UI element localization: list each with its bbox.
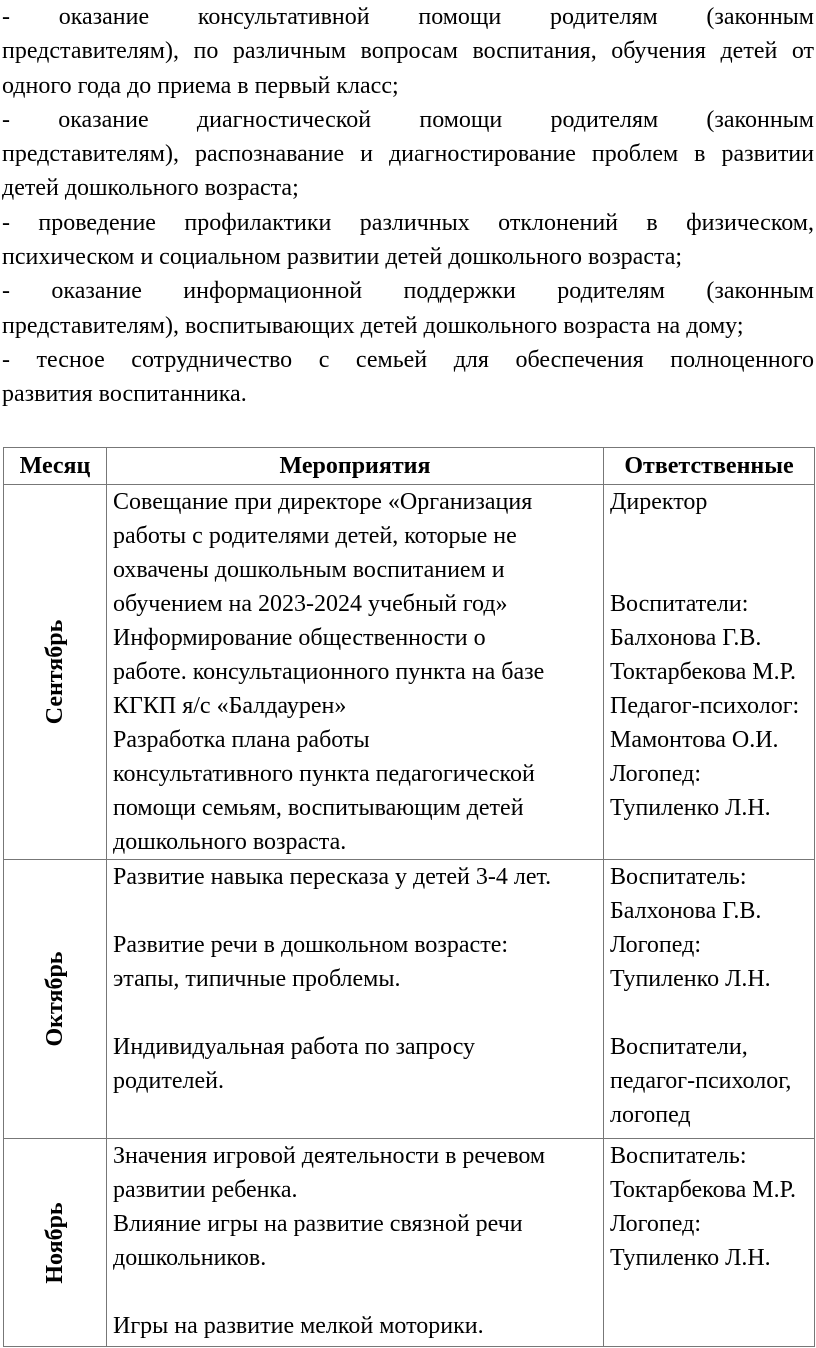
activities-line: помощи семьям, воспитывающим детей (113, 795, 524, 821)
table-row (4, 860, 815, 1139)
activities-cell (107, 860, 604, 1139)
responsible-line: Токтарбекова М.Р. (610, 1177, 796, 1203)
month-cell (4, 485, 107, 860)
month-label: Сентябрь (42, 619, 68, 725)
responsible-line: Воспитатель: (610, 1143, 747, 1169)
responsible-line: Балхонова Г.В. (610, 898, 762, 924)
activities-line: Значения игровой деятельности в речевом (113, 1143, 546, 1169)
activities-line: обучением на 2023-2024 учебный год» (113, 591, 508, 617)
responsible-line: Директор (610, 489, 708, 515)
responsible-line: Балхонова Г.В. (610, 625, 762, 651)
responsible-line: Логопед: (610, 761, 701, 787)
paragraph-line: - оказание консультативной помощи родителям (законным (2, 4, 814, 30)
paragraph-line: одного года до приема в первый класс; (2, 72, 399, 99)
activities-line (113, 996, 603, 1030)
paragraph-line: развития воспитанника. (2, 381, 247, 408)
header-responsible: Ответственные (604, 448, 815, 485)
responsible-line (610, 996, 814, 1030)
responsible-line: Воспитатель: (610, 864, 747, 890)
schedule-table (3, 447, 815, 1347)
activities-line (113, 894, 603, 928)
responsible-line: логопед (610, 1102, 691, 1128)
header-month: Месяц (4, 448, 107, 485)
paragraph-line: детей дошкольного возраста; (2, 175, 299, 202)
intro-paragraph (2, 0, 814, 412)
activities-line (113, 1275, 603, 1309)
table-header-row (4, 448, 815, 485)
responsible-cell (604, 485, 815, 860)
paragraph-line: представителям), воспитывающих детей дошкольного возраста на дому; (2, 312, 744, 339)
activities-line: охвачены дошкольным воспитанием и (113, 557, 505, 583)
activities-line: Информирование общественности о (113, 625, 486, 651)
activities-line: КГКП я/с «Балдаурен» (113, 693, 347, 719)
responsible-line (610, 519, 814, 553)
paragraph-line: представителям), распознавание и диагностирование проблем в развитии (2, 141, 814, 168)
responsible-line: педагог-психолог, (610, 1068, 792, 1094)
paragraph-line: - проведение профилактики различных отклонений в физическом, (2, 209, 814, 236)
responsible-cell (604, 860, 815, 1139)
paragraph-line: представителям), по различным вопросам воспитания, обучения детей от (2, 38, 814, 65)
month-label: Октябрь (42, 951, 68, 1047)
responsible-line (610, 553, 814, 587)
activities-line: этапы, типичные проблемы. (113, 966, 401, 992)
activities-line: Влияние игры на развитие связной речи (113, 1211, 523, 1237)
activities-line: работы с родителями детей, которые не (113, 523, 517, 549)
activities-line: родителей. (113, 1068, 224, 1094)
responsible-line: Воспитатели, (610, 1034, 748, 1060)
header-activities: Мероприятия (107, 448, 604, 485)
paragraph-line: психическом и социальном развитии детей дошкольного возраста; (2, 244, 683, 271)
responsible-line: Воспитатели: (610, 591, 749, 617)
paragraph-line: - тесное сотрудничество с семьей для обеспечения полноценного (2, 346, 814, 373)
activities-line: Индивидуальная работа по запросу (113, 1034, 476, 1060)
activities-line: Разработка плана работы (113, 727, 370, 753)
month-cell (4, 860, 107, 1139)
month-label: Ноябрь (42, 1201, 68, 1284)
responsible-line: Тупиленко Л.Н. (610, 966, 771, 992)
responsible-cell (604, 1139, 815, 1347)
paragraph-line: - оказание диагностической помощи родителям (законным (2, 106, 814, 133)
activities-line: Совещание при директоре «Организация (113, 489, 533, 515)
responsible-line: Логопед: (610, 1211, 701, 1237)
table-row (4, 485, 815, 860)
responsible-line: Педагог-психолог: (610, 693, 800, 719)
month-cell (4, 1139, 107, 1347)
activities-cell (107, 485, 604, 860)
activities-line: Развитие речи в дошкольном возрасте: (113, 932, 509, 958)
activities-line: консультативного пункта педагогической (113, 761, 535, 787)
activities-line: работе. консультационного пункта на базе (113, 659, 545, 685)
paragraph-line: - оказание информационной поддержки родителям (законным (2, 278, 814, 305)
responsible-line: Логопед: (610, 932, 701, 958)
activities-line: дошкольников. (113, 1245, 267, 1271)
responsible-line: Тупиленко Л.Н. (610, 795, 771, 821)
activities-line: развитии ребенка. (113, 1177, 298, 1203)
table-row (4, 1139, 815, 1347)
responsible-line: Мамонтова О.И. (610, 727, 779, 753)
activities-line: дошкольного возраста. (113, 829, 347, 855)
activities-line: Развитие навыка пересказа у детей 3-4 лет. (113, 864, 552, 890)
responsible-line: Токтарбекова М.Р. (610, 659, 796, 685)
activities-cell (107, 1139, 604, 1347)
responsible-line: Тупиленко Л.Н. (610, 1245, 771, 1271)
activities-line: Игры на развитие мелкой моторики. (113, 1313, 484, 1339)
